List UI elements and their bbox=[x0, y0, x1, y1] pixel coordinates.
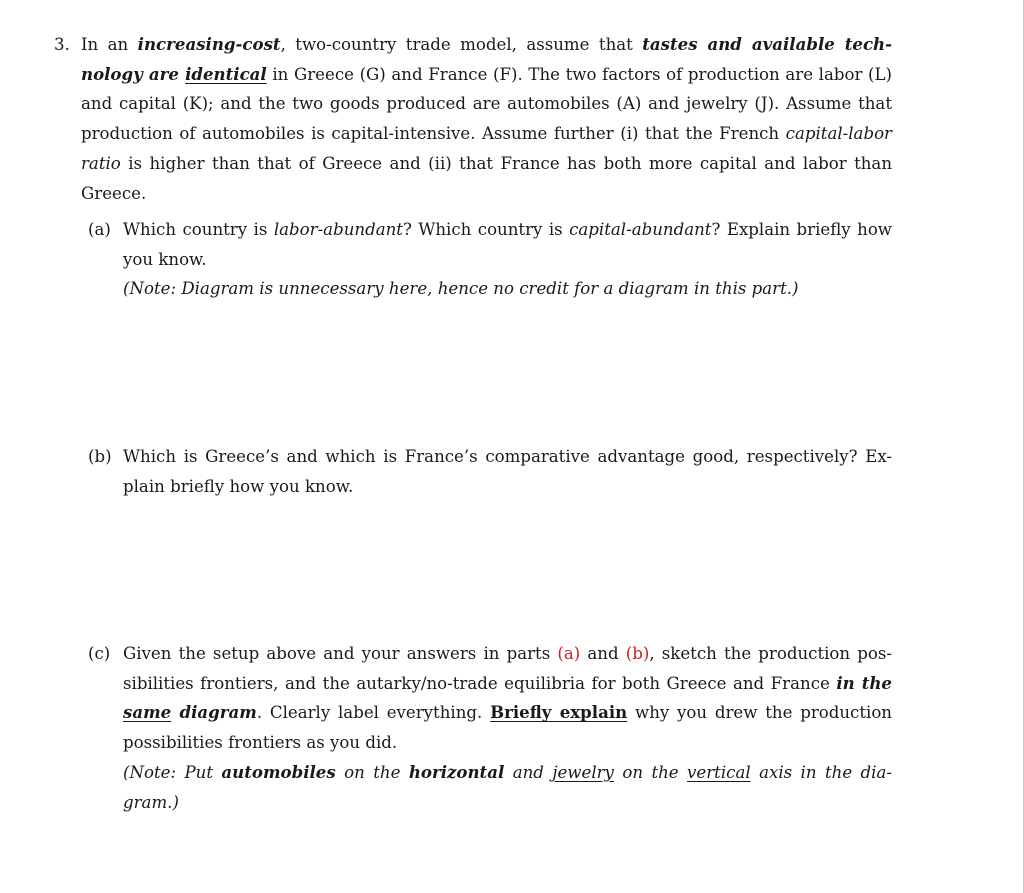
part-c bbox=[88, 639, 892, 817]
problem-3 bbox=[54, 30, 892, 208]
problem-statement bbox=[81, 30, 892, 208]
part-text: , sketch the production pos-sibilities frontiers, and the autarky/no-trade equilibria for both Greece and France bbox=[123, 644, 892, 693]
part-text: Given the setup above and your answers in parts bbox=[123, 644, 558, 663]
note-text: axis in the dia-gram.) bbox=[123, 762, 892, 812]
part-a bbox=[88, 215, 892, 304]
note-bold: automobiles bbox=[221, 761, 336, 782]
note-underlined: jewelry bbox=[552, 762, 614, 782]
part-text: and bbox=[580, 644, 626, 663]
problem-emphasis: tastes and available tech-nology are bbox=[81, 34, 893, 84]
part-bold-underlined: Briefly explain bbox=[490, 702, 628, 723]
part-c-note bbox=[123, 763, 892, 812]
part-text: ? Which country is bbox=[402, 220, 570, 239]
problem-text: is higher than that of Greece and (ii) that France has both more capital and labor than Greece. bbox=[81, 153, 892, 203]
problem-text: , two-country trade model, assume that bbox=[280, 35, 643, 54]
part-emphasis-underlined: same bbox=[123, 702, 172, 723]
part-text: ? Explain briefly how you know. bbox=[123, 220, 893, 269]
part-b bbox=[88, 442, 892, 501]
part-text: . Clearly label everything. bbox=[256, 703, 491, 723]
part-b-reference-link[interactable]: (b) bbox=[625, 644, 650, 663]
part-text: why you drew the production possibilities frontiers as you did. bbox=[123, 703, 892, 753]
part-a-note: (Note: Diagram is unnecessary here, hence no credit for a diagram in this part.) bbox=[123, 279, 799, 299]
problem-emphasis: increasing-cost bbox=[137, 34, 281, 54]
part-c-label: (c) bbox=[88, 644, 111, 663]
part-emphasis: diagram bbox=[171, 702, 257, 723]
part-text: Which country is bbox=[123, 220, 274, 239]
part-italic: labor-abundant bbox=[273, 220, 403, 239]
part-italic: capital-abundant bbox=[569, 220, 712, 239]
note-text: and bbox=[504, 762, 553, 782]
part-b-question: Which is Greece’s and which is France’s comparative advantage good, respectively? Ex-plain briefly how you know. bbox=[123, 447, 892, 496]
part-b-label: (b) bbox=[88, 447, 112, 466]
problem-text: in Greece (G) and France (F). The two factors of production are labor (L) and capital (K); and the two goods produced are automobiles (A) and jewelry (J). Assume that production of automobiles is capital-intensive. Assume further (i) that the French bbox=[81, 64, 892, 144]
part-a-reference-link[interactable]: (a) bbox=[557, 644, 581, 663]
note-text: (Note: Put bbox=[123, 762, 222, 782]
note-underlined: vertical bbox=[687, 762, 751, 782]
part-a-question bbox=[123, 215, 892, 304]
problem-emphasis-underlined: identical bbox=[185, 63, 267, 84]
note-bold: horizontal bbox=[408, 761, 505, 782]
part-c-question bbox=[123, 639, 892, 817]
problem-text: In an bbox=[81, 35, 138, 54]
problem-number: 3. bbox=[54, 35, 70, 54]
note-text: on the bbox=[335, 762, 409, 782]
note-text: on the bbox=[613, 762, 688, 782]
part-emphasis: in the bbox=[836, 672, 892, 693]
part-a-label: (a) bbox=[88, 220, 111, 239]
problem-italic: capital-labor ratio bbox=[81, 124, 892, 173]
